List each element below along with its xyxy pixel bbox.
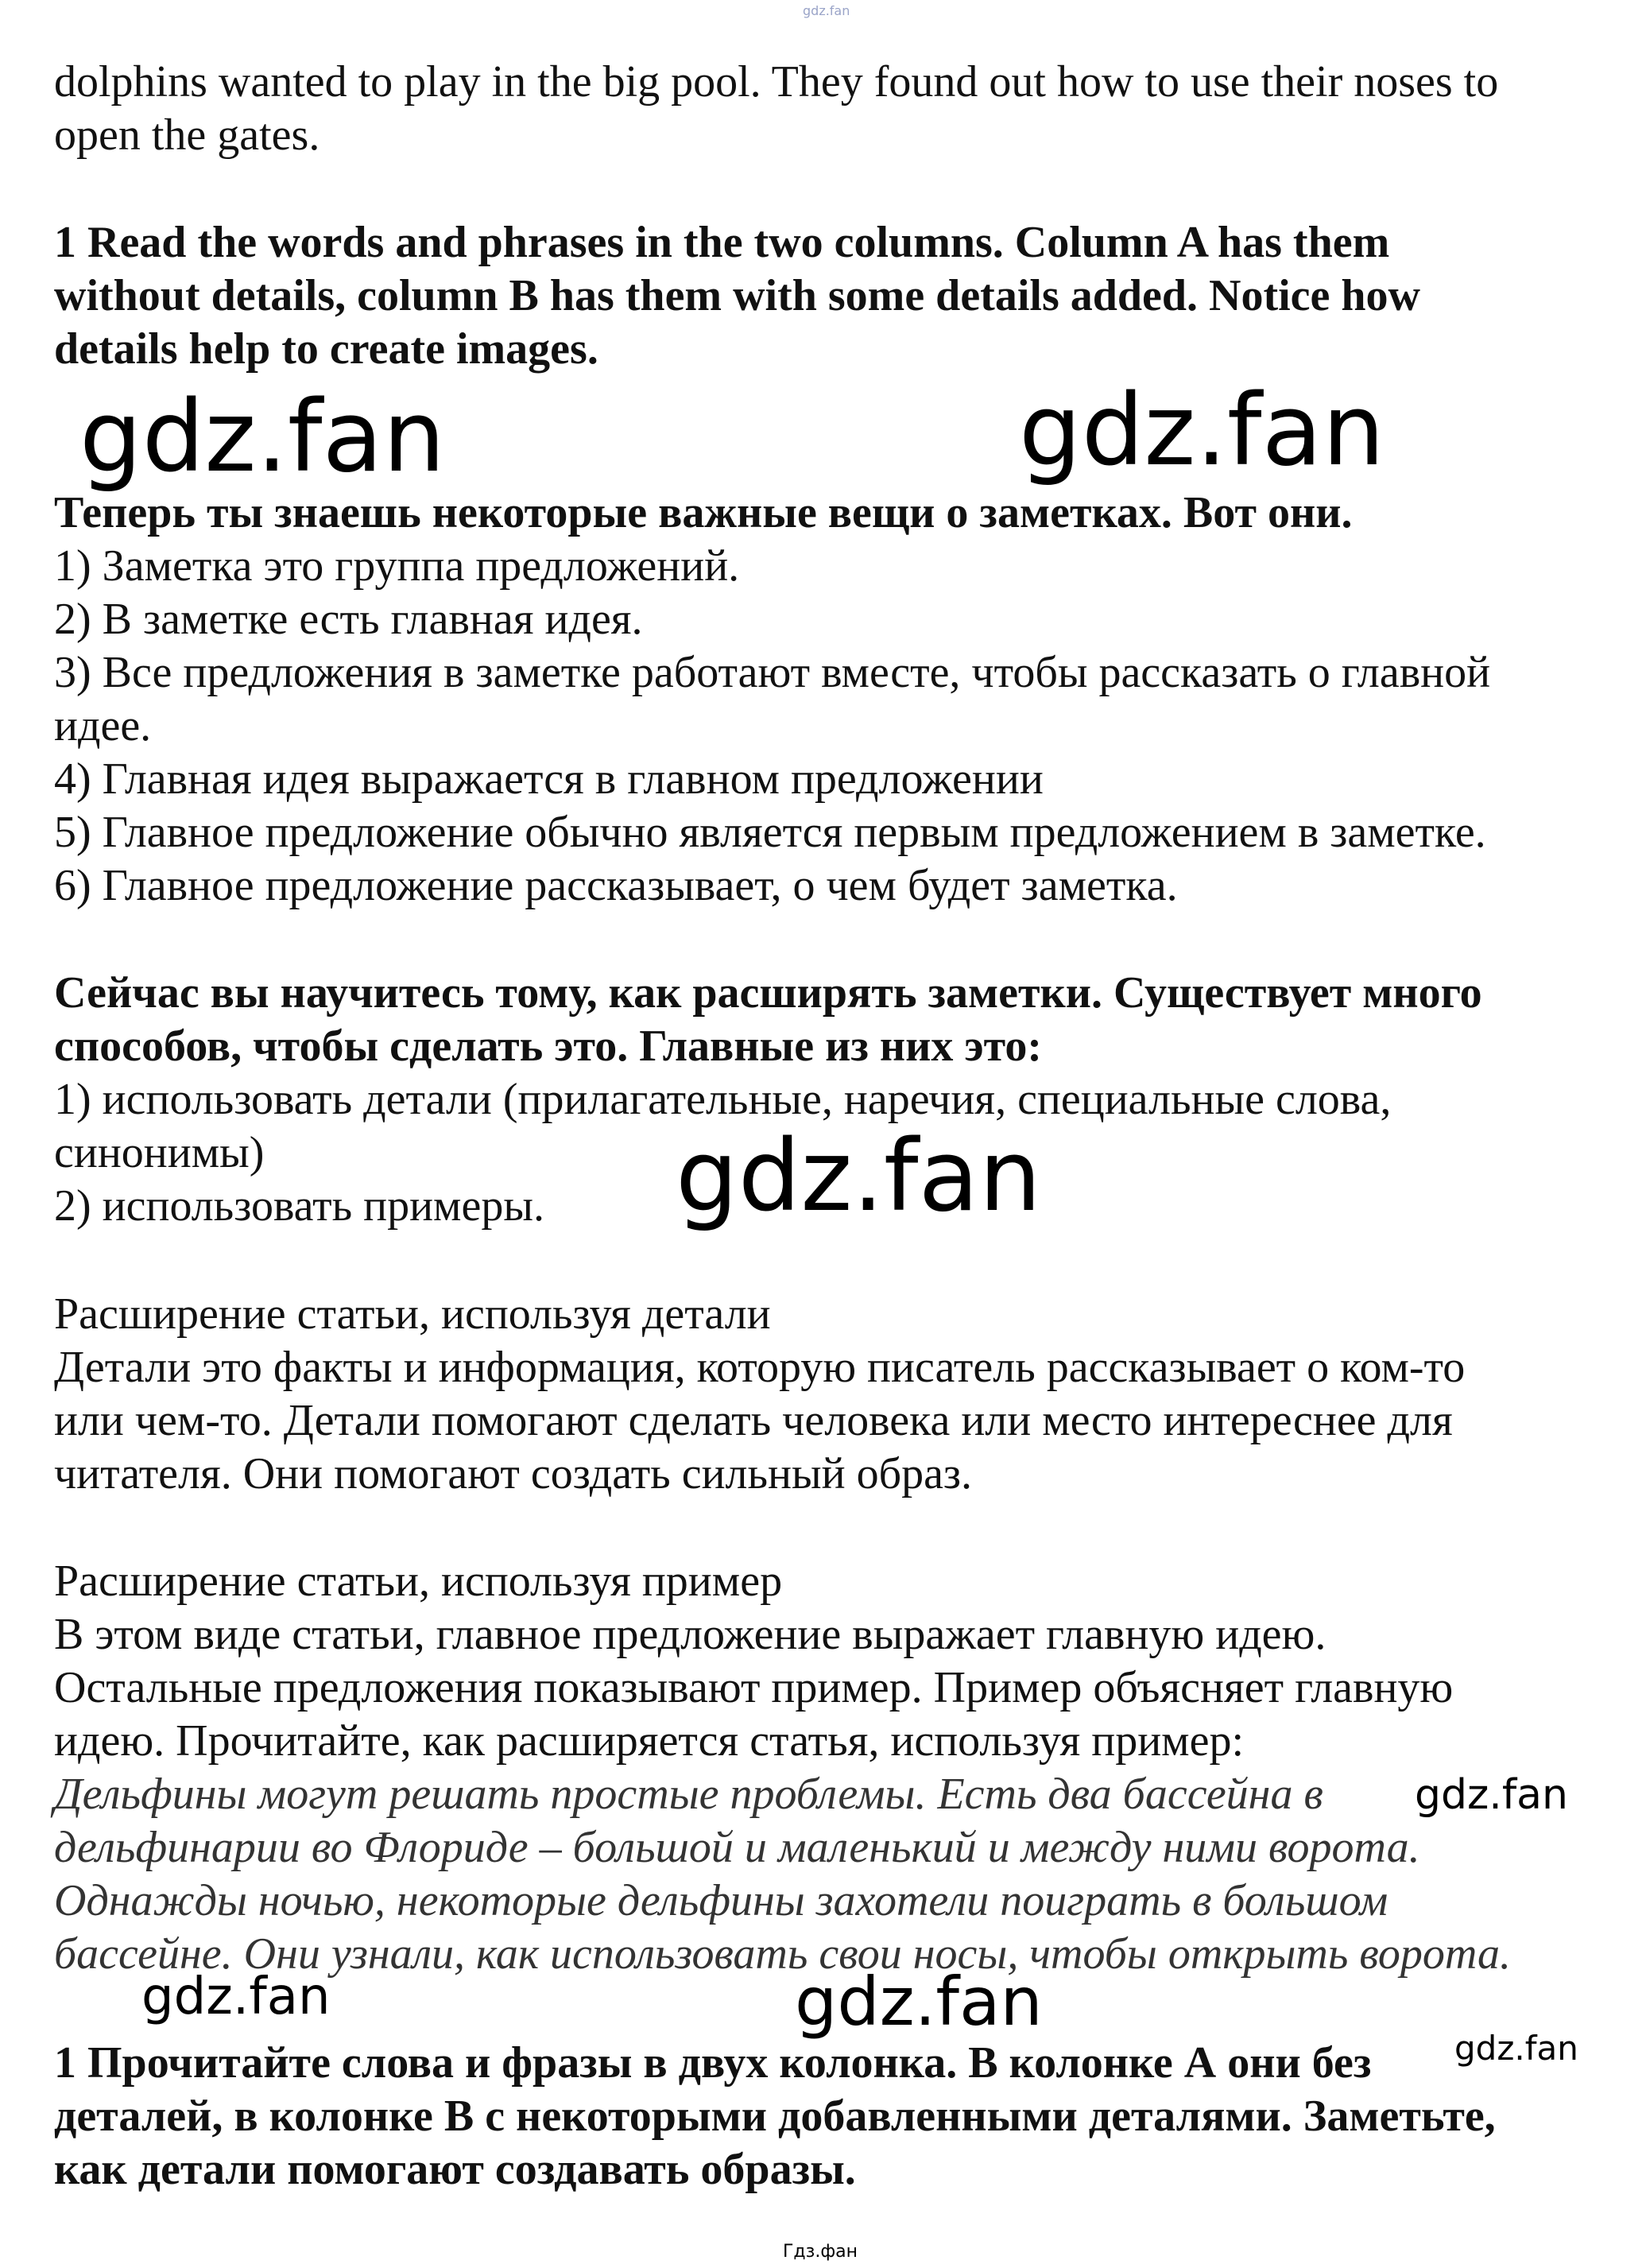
example-line: Остальные предложения показывают пример. Пример объясняет главную — [54, 1663, 1454, 1712]
expand-heading: Сейчас вы научитесь тому, как расширять заметки. Существует много — [54, 968, 1482, 1018]
notes-item: 5) Главное предложение обычно является первым предложением в заметке. — [54, 808, 1486, 857]
watermark: gdz.fan — [1415, 1771, 1568, 1819]
example-italic-line: бассейне. Они узнали, как использовать свои носы, чтобы открыть ворота. — [54, 1929, 1512, 1979]
watermark: gdz.fan — [1019, 374, 1385, 488]
notes-item: идее. — [54, 701, 152, 750]
task-en-line: without details, column B has them with some details added. Notice how — [54, 271, 1420, 320]
story-line: open the gates. — [54, 110, 320, 160]
watermark: gdz.fan — [676, 1119, 1042, 1234]
details-line: Расширение статьи, используя детали — [54, 1289, 771, 1339]
details-line: читателя. Они помогают создать сильный образ. — [54, 1449, 973, 1498]
notes-item: 3) Все предложения в заметке работают вместе, чтобы рассказать о главной — [54, 648, 1491, 697]
example-line: Расширение статьи, используя пример — [54, 1557, 783, 1606]
details-line: Детали это факты и информация, которую писатель рассказывает о ком-то — [54, 1343, 1466, 1392]
task-ru-line: как детали помогают создавать образы. — [54, 2145, 856, 2194]
notes-heading: Теперь ты знаешь некоторые важные вещи о заметках. Вот они. — [54, 488, 1353, 537]
notes-item: 6) Главное предложение рассказывает, о чем будет заметка. — [54, 861, 1178, 910]
example-line: В этом виде статьи, главное предложение выражает главную идею. — [54, 1610, 1326, 1659]
story-line: dolphins wanted to play in the big pool. They found out how to use their noses to — [54, 57, 1499, 107]
notes-item: 1) Заметка это группа предложений. — [54, 541, 740, 591]
details-line: или чем-то. Детали помогают сделать человека или место интереснее для — [54, 1396, 1453, 1445]
expand-item: 2) использовать примеры. — [54, 1181, 544, 1231]
task-en-line: details help to create images. — [54, 324, 598, 374]
footer-watermark: Гдз.фан — [783, 2242, 858, 2262]
notes-item: 2) В заметке есть главная идея. — [54, 595, 643, 644]
example-italic-line: Дельфины могут решать простые проблемы. Есть два бассейна в — [54, 1770, 1323, 1819]
notes-item: 4) Главная идея выражается в главном предложении — [54, 754, 1044, 804]
header-watermark: gdz.fan — [803, 3, 850, 18]
expand-item: синонимы) — [54, 1128, 265, 1177]
task-ru-line: деталей, в колонке В с некоторыми добавленными деталями. Заметьте, — [54, 2092, 1496, 2141]
watermark: gdz.fan — [141, 1968, 331, 2026]
example-italic-line: Однажды ночью, некоторые дельфины захотели поиграть в большом — [54, 1876, 1388, 1925]
watermark: gdz.fan — [1454, 2029, 1578, 2068]
expand-item: 1) использовать детали (прилагательные, наречия, специальные слова, — [54, 1075, 1392, 1124]
expand-heading: способов, чтобы сделать это. Главные из них это: — [54, 1022, 1042, 1071]
example-line: идею. Прочитайте, как расширяется статья, используя пример: — [54, 1716, 1245, 1766]
watermark: gdz.fan — [795, 1963, 1043, 2041]
task-en-line: 1 Read the words and phrases in the two columns. Column A has them — [54, 218, 1390, 267]
example-italic-line: дельфинарии во Флориде – большой и маленький и между ними ворота. — [54, 1823, 1420, 1872]
watermark: gdz.fan — [79, 380, 446, 494]
task-ru-line: 1 Прочитайте слова и фразы в двух колонка. В колонке А они без — [54, 2038, 1372, 2088]
